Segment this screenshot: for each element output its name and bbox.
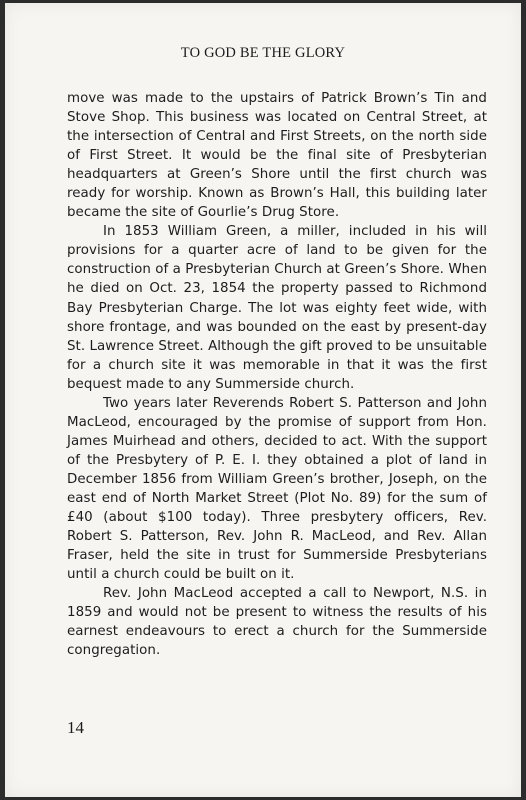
- page-number: 14: [67, 718, 84, 737]
- book-page: [5, 3, 521, 797]
- paragraph: Rev. John MacLeod accepted a call to Newport, N.S. in 1859 and would not be present to witness the results of his earnest endeavours to erect a church for the Summerside congregation.: [67, 586, 487, 659]
- paragraph: Two years later Reverends Robert S. Patterson and John MacLeod, encouraged by the promise of support from Hon. James Muirhead and others, decided to act. With the support of the Presbytery of P. E. I. they obtained a plot of land in December 1856 from William Green’s brother, Joseph, on the east end of North Market Street (Plot No. 89) for the sum of £40 (about $100 today). Three presbytery officers, Rev. Robert S. Patterson, Rev. John R. MacLeod, and Rev. Allan Fraser, held the site in trust for Summerside Presbyterians until a church could be built on it.: [67, 395, 487, 583]
- paragraph: In 1853 William Green, a miller, included in his will provisions for a quarter acre of land to be given for the construction of a Presbyterian Church at Green’s Shore. When he died on Oct. 23, 1854 the property passed to Richmond Bay Presbyterian Charge. The lot was eighty feet wide, with shore frontage, and was bounded on the east by present-day St. Lawrence Street. Although the gift proved to be unsuitable for a church site it was memorable in that it was the first bequest made to any Summerside church.: [67, 224, 487, 392]
- body-text: [67, 89, 487, 660]
- paragraph-continued: move was made to the upstairs of Patrick Brown’s Tin and Stove Shop. This business was located on Central Street, at the intersection of Central and First Streets, on the north side of First Street. It would be the final site of Presbyterian headquarters at Green’s Shore until the first church was ready for worship. Known as Brown’s Hall, this building later became the site of Gourlie’s Drug Store.: [67, 91, 487, 221]
- running-header: TO GOD BE THE GLORY: [180, 45, 346, 61]
